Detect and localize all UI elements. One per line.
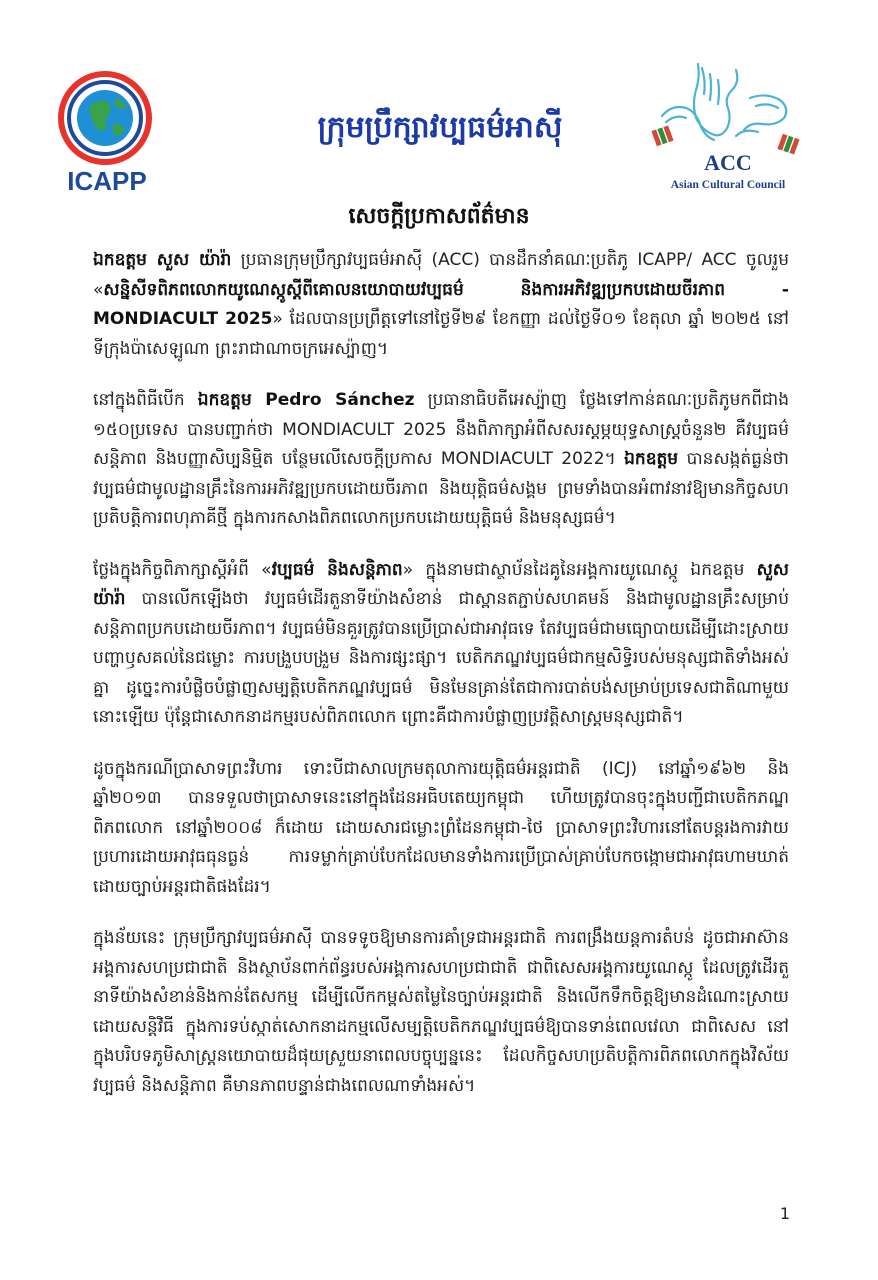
bold-text: ឯកឧត្តម Pedro Sánchez xyxy=(197,390,415,410)
page-number: 1 xyxy=(779,1204,790,1223)
org-title: ក្រុមប្រឹក្សាវប្បធម៌អាស៊ី xyxy=(317,110,563,145)
document-title: សេចក្តីប្រកាសព័ត៌មាន xyxy=(348,204,530,229)
bold-text: សន្និសីទពិភពលោកយូណេស្កូស្តីពីគោលនយោបាយវប្បធម៌ និងការអភិវឌ្ឍប្រកបដោយចីរភាព - MONDIACULT 2025 xyxy=(93,279,789,329)
bold-text: ឯកឧត្តម xyxy=(624,449,679,469)
acc-logo-text: ACC xyxy=(704,150,752,175)
icapp-logo xyxy=(55,68,165,198)
paragraph-text: បានលើកឡើងថា វប្បធម៌ដើរតួនាទីយ៉ាងសំខាន់ ជាស្ពានតភ្ជាប់សហគមន៍ និងជាមូលដ្ឋានគ្រឹះសម្រាប់សន្តិភាពប្រកបដោយចីរភាព។ វប្បធម៌មិនគួរត្រូវបានប្រើប្រាស់ជាអាវុធទេ តែវប្បធម៌ជាមធ្យោបាយដើម្បីដោះស្រាយបញ្ហាឫសគល់នៃជម្លោះ ការបង្រួបបង្រួម និងការផ្សះផ្សា។ បេតិកភណ្ឌវប្បធម៌ជាកម្មសិទ្ធិរបស់មនុស្សជាតិទាំងអស់គ្នា ដូច្នេះការបំផ្លិចបំផ្លាញសម្បត្តិបេតិកភណ្ឌវប្បធម៌ មិនមែនគ្រាន់តែជាការបាត់បង់សម្រាប់ប្រទេសជាតិណាមួយនោះឡើយ ប៉ុន្តែជាសោកនាដកម្មរបស់ពិភពលោក ព្រោះគឺជាការបំផ្លាញប្រវត្តិសាស្ត្រមនុស្សជាតិ។ xyxy=(93,589,789,727)
body-paragraph xyxy=(93,246,789,364)
press-release-body xyxy=(93,246,789,1123)
bold-text: វប្បធម៌ និងសន្តិភាព xyxy=(271,559,403,580)
bold-text: សួស យ៉ារ៉ា xyxy=(93,559,789,609)
body-paragraph xyxy=(93,556,789,733)
icapp-logo-text: ICAPP xyxy=(67,166,147,196)
body-paragraph xyxy=(93,386,789,534)
paragraph-text: ប្រធានាធិបតីអេស្ប៉ាញ ថ្លែងទៅកាន់គណៈប្រតិភូមកពីជាង ១៥០ប្រទេស បានបញ្ជាក់ថា MONDIACULT 2025 នឹងពិភាក្សាអំពីសសរស្តម្ភយុទ្ធសាស្ត្រចំនួន២ គឺវប្បធម៌សន្តិភាព និងបញ្ញាសិប្បនិម្មិត បន្ថែមលើសេចក្តីប្រកាស MONDIACULT 2022។ xyxy=(93,390,789,469)
acc-logo-subtitle: Asian Cultural Council xyxy=(670,179,786,191)
paragraph-text: ថ្លែងក្នុងកិច្ចពិភាក្សាស្តីអំពី « xyxy=(93,559,272,580)
dancing-hands-icon xyxy=(662,64,786,140)
bold-text: ឯកឧត្តម សួស យ៉ារ៉ា xyxy=(93,250,232,270)
paragraph-text: » ដែលបានប្រព្រឹត្តទៅនៅថ្ងៃទី២៩ ខែកញ្ញា ដល់ថ្ងៃទី០១ ខែតុលា ឆ្នាំ ២០២៥ នៅទីក្រុងប៉ាសេឡូណា ព្រះរាជាណាចក្រអេស្ប៉ាញ។ xyxy=(93,309,789,359)
paragraph-text: » ក្នុងនាមជាស្ថាប័នដៃគូនៃអង្គការយូណេស្កូ ឯកឧត្តម xyxy=(402,559,757,580)
paragraph-text: ក្នុងន័យនេះ ក្រុមប្រឹក្សាវប្បធម៌អាស៊ី បានទទូចឱ្យមានការគាំទ្រជាអន្តរជាតិ ការពង្រឹងយន្តការតំបន់ ដូចជាអាស៊ាន អង្គការសហប្រជាជាតិ និងស្ថាប័នពាក់ព័ន្ធរបស់អង្គការសហប្រជាជាតិ ជាពិសេសអង្គការយូណេស្កូ ដែលត្រូវដើរតួនាទីយ៉ាងសំខាន់និងកាន់តែសកម្ម ដើម្បីលើកកម្ពស់តម្លៃនៃច្បាប់អន្តរជាតិ និងលើកទឹកចិត្តឱ្យមានដំណោះស្រាយដោយសន្តិវិធី ក្នុងការទប់ស្កាត់សោកនាដកម្មលើសម្បត្តិបេតិកភណ្ឌវប្បធម៌ឱ្យបានទាន់ពេលវេលា ជាពិសេស នៅក្នុងបរិបទភូមិសាស្ត្រនយោបាយដ៏ផុយស្រួយនាពេលបច្ចុប្បន្ននេះ ដែលកិច្ចសហប្រតិបត្តិការពិភពលោកក្នុងវិស័យវប្បធម៌ និងសន្តិភាព គឺមានភាពបន្ទាន់ជាងពេលណាទាំងអស់។ xyxy=(93,928,789,1096)
paragraph-text: ប្រធានក្រុមប្រឹក្សាវប្បធម៌អាស៊ី (ACC) បានដឹកនាំគណៈប្រតិភូ ICAPP/ ACC ចូលរួម « xyxy=(93,250,789,300)
paragraph-text: បានសង្កត់ធ្ងន់ថា វប្បធម៌ជាមូលដ្ឋានគ្រឹះនៃការអភិវឌ្ឍប្រកបដោយចីរភាព និងយុត្តិធម៌សង្គម ព្រមទាំងបានអំពាវនាវឱ្យមានកិច្ចសហប្រតិបត្តិការពហុភាគីថ្មី ក្នុងការកសាងពិភពលោកប្រកបដោយយុត្តិធម៌ និងមនុស្សធម៌។ xyxy=(93,449,789,528)
body-paragraph xyxy=(93,924,789,1101)
paragraph-text: នៅក្នុងពិធីបើក xyxy=(93,390,198,410)
paragraph-text: ដូចក្នុងករណីប្រាសាទព្រះវិហារ ទោះបីជាសាលក្រមតុលាការយុត្តិធម៌អន្តរជាតិ (ICJ) នៅឆ្នាំ១៩៦២ និងឆ្នាំ២០១៣ បានទទួលថាប្រាសាទនេះនៅក្នុងដែនអធិបតេយ្យកម្ពុជា ហើយត្រូវបានចុះក្នុងបញ្ជីជាបេតិកភណ្ឌពិភពលោក នៅឆ្នាំ២០០៨ ក៏ដោយ ដោយសារជម្លោះព្រំដែនកម្ពុជា-ថៃ ប្រាសាទព្រះវិហារនៅតែបន្តរងការវាយប្រហារដោយអាវុធធុនធ្ងន់ ការទម្លាក់គ្រាប់បែកដែលមានទាំងការប្រើប្រាស់គ្រាប់បែកចង្កោមជាអាវុធហាមឃាត់ដោយច្បាប់អន្តរជាតិផងដែរ។ xyxy=(93,758,789,897)
globe-icon xyxy=(61,74,149,162)
acc-logo xyxy=(640,60,815,200)
body-paragraph xyxy=(93,755,789,903)
